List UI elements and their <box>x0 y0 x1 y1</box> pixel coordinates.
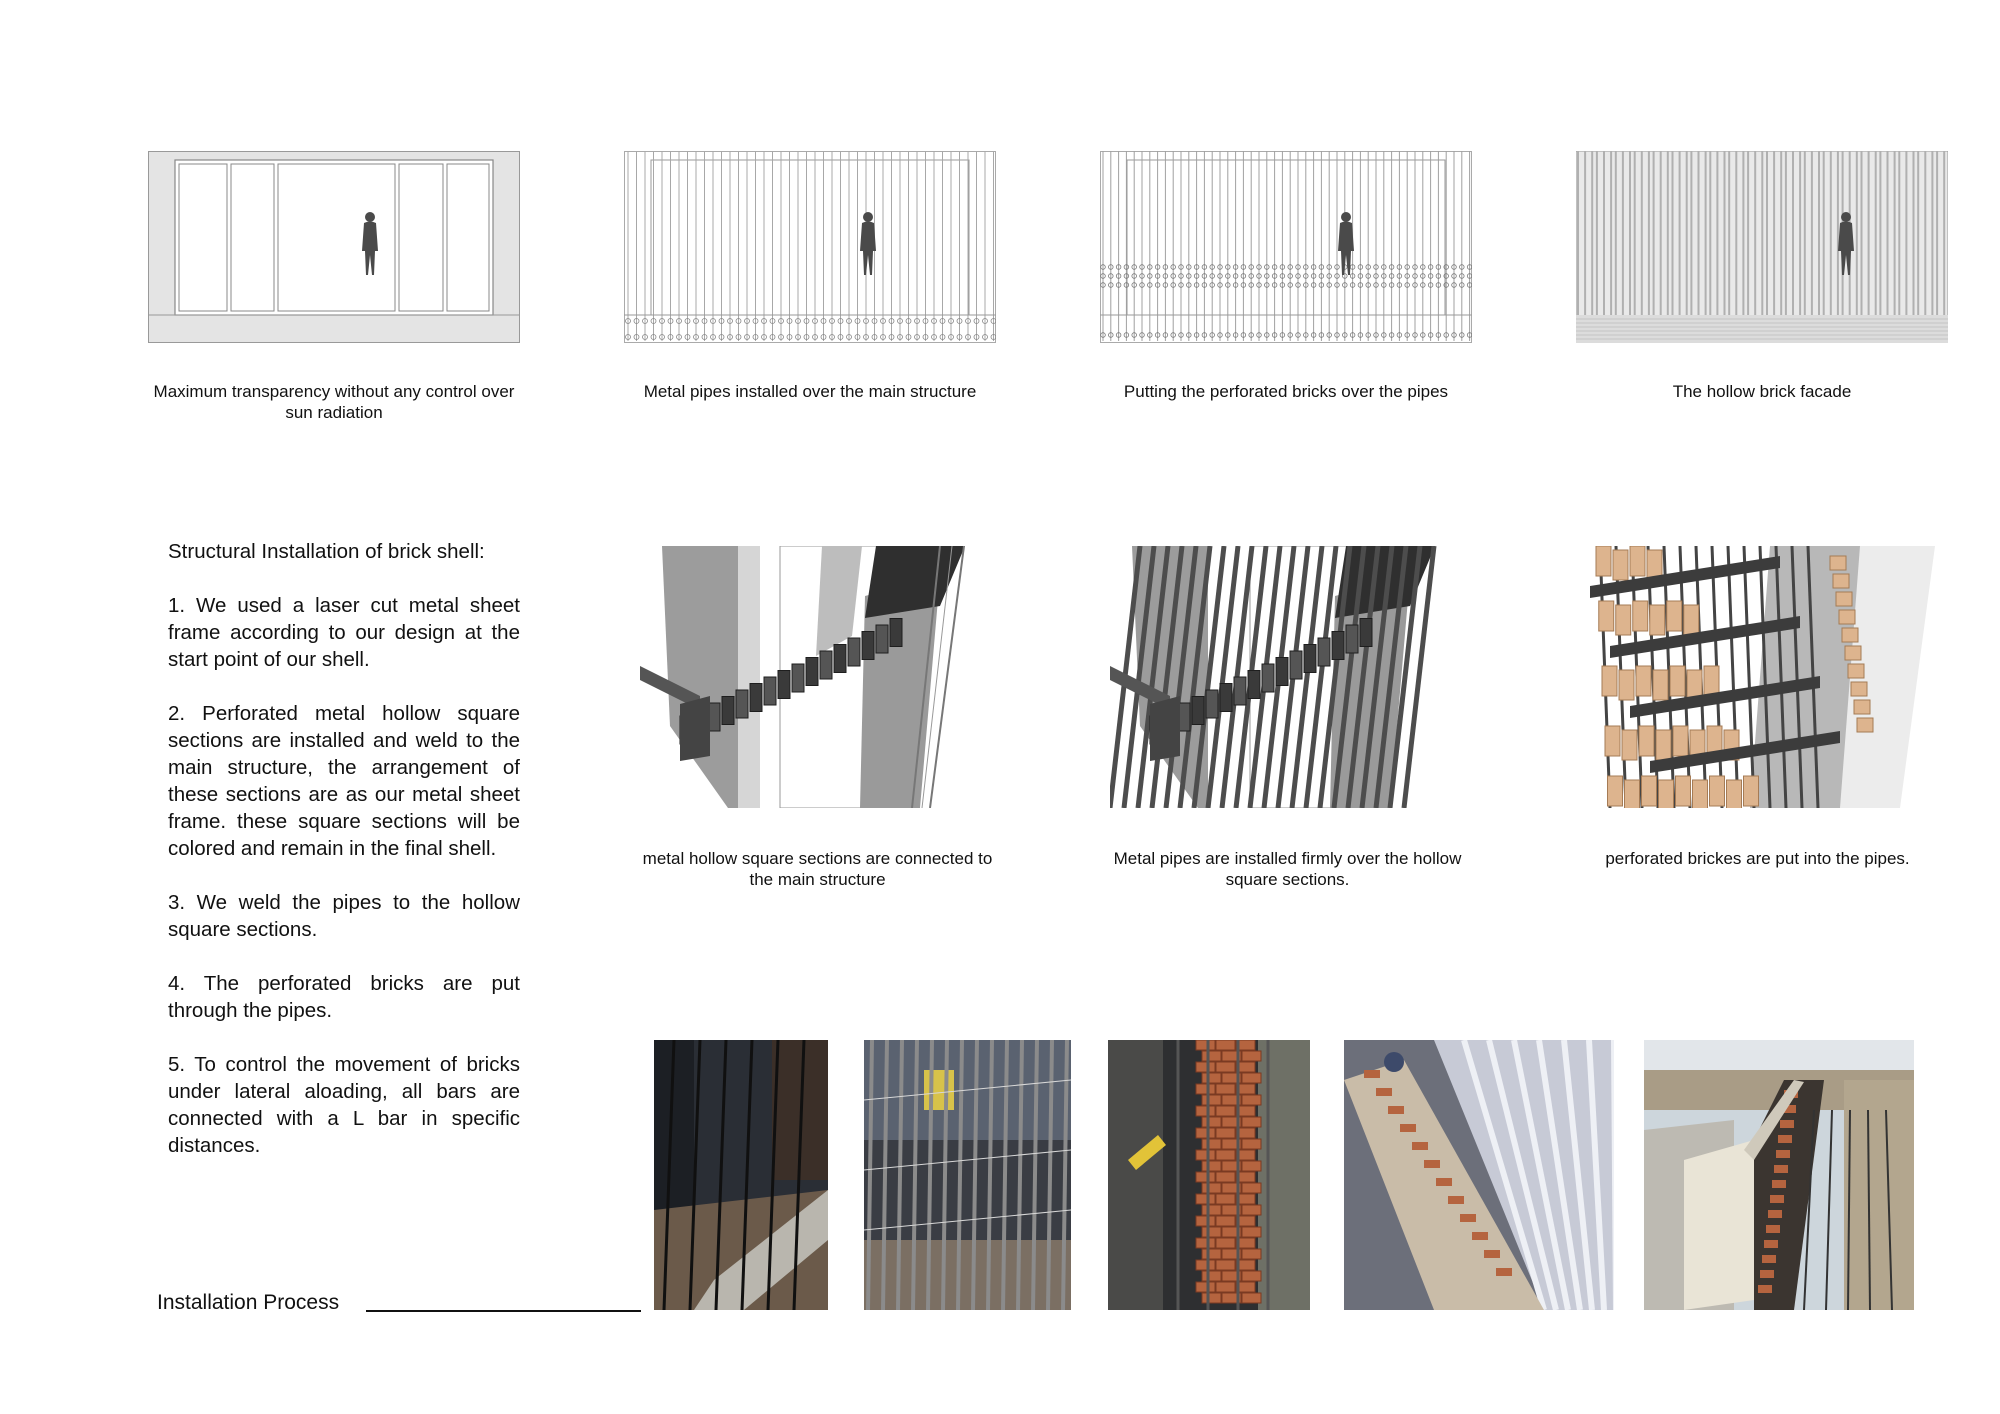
structural-heading: Structural Installation of brick shell: <box>168 540 485 563</box>
caption-pipes-installed: Metal pipes are installed firmly over the hollow square sections. <box>1113 849 1462 889</box>
caption-hollow-sections: metal hollow square sections are connected to the main structure <box>642 849 993 889</box>
site-photo-5 <box>1644 1040 1914 1310</box>
detail-bricks-on-pipes <box>1580 546 1935 808</box>
installation-process-title: Installation Process <box>157 1291 340 1314</box>
step-3: 3. We weld the pipes to the hollow square sections. <box>168 891 520 941</box>
step-4: 4. The perforated bricks are put through the pipes. <box>168 972 520 1022</box>
site-photo-4 <box>1344 1040 1614 1310</box>
site-photo-2 <box>864 1040 1071 1310</box>
step-5: 5. To control the movement of bricks under lateral aloading, all bars are connected with a L bar in specific distances. <box>168 1053 520 1157</box>
caption-perforated-bricks: Putting the perforated bricks over the pipes <box>1123 382 1449 401</box>
caption-hollow-brick-facade: The hollow brick facade <box>1672 382 1852 401</box>
caption-bricks-on-pipes: perforated brickes are put into the pipes. <box>1605 849 1910 868</box>
elevation-perforated-bricks <box>1100 151 1472 343</box>
detail-pipes-installed <box>1110 546 1465 808</box>
elevation-hollow-brick-facade <box>1576 151 1948 343</box>
step-2: 2. Perforated metal hollow square sections are installed and weld to the main structure, the arrangement of these sections are as our metal sheet frame. these square sections will be colored and remain in the final shell. <box>168 702 520 860</box>
detail-hollow-sections <box>640 546 995 808</box>
site-photo-1 <box>654 1040 828 1310</box>
title-underline <box>366 1310 641 1312</box>
elevation-transparent <box>148 151 520 343</box>
caption-transparency: Maximum transparency without any control over sun radiation <box>153 382 515 422</box>
structural-steps <box>168 538 520 1186</box>
caption-metal-pipes: Metal pipes installed over the main structure <box>643 382 977 401</box>
elevation-metal-pipes <box>624 151 996 343</box>
site-photo-3 <box>1108 1040 1310 1310</box>
step-1: 1. We used a laser cut metal sheet frame according to our design at the start point of our shell. <box>168 594 520 671</box>
